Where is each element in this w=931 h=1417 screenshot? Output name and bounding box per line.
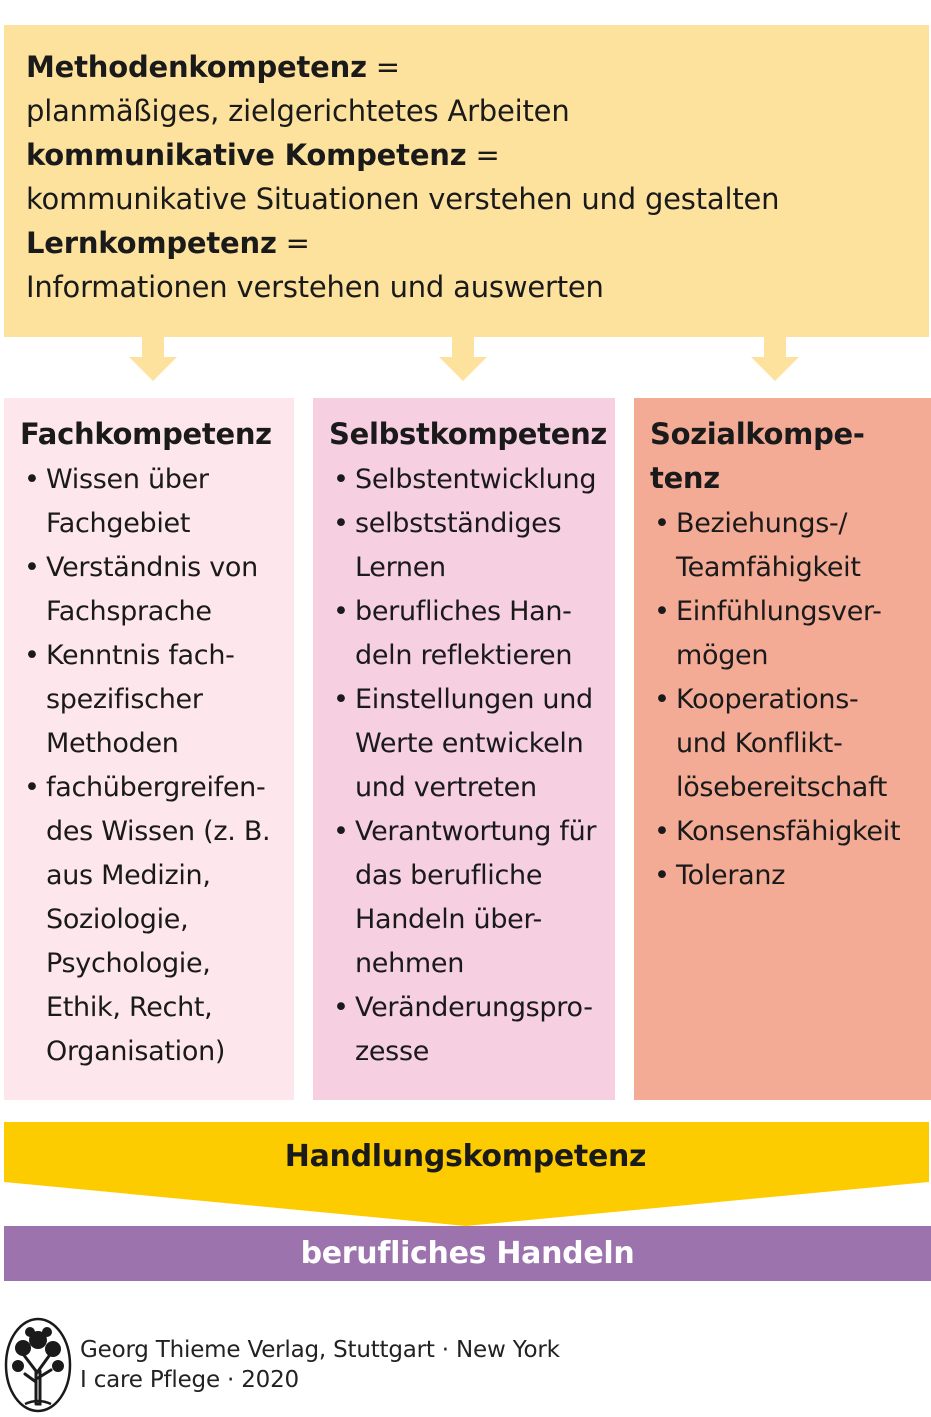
list-item: • Einstellungen und Werte entwickeln und vertreten (329, 678, 615, 810)
list-item: • Beziehungs-/ Teamfähigkeit (650, 502, 931, 590)
list-item: • Einfühlungsver- mögen (650, 590, 931, 678)
list-item: • selbstständiges Lernen (329, 502, 615, 590)
down-arrow-icon (439, 337, 487, 381)
term-lernkompetenz: Lernkompetenz (26, 226, 277, 260)
definition-text-line: planmäßiges, zielgerichtetes Arbeiten (26, 94, 570, 128)
thieme-tree-logo-icon (3, 1316, 73, 1414)
equals-sign: = (366, 50, 400, 84)
top-definitions-box (4, 25, 929, 337)
equals-sign: = (466, 138, 500, 172)
bullet-list (329, 458, 615, 1074)
list-item: • Konsensfähigkeit (650, 810, 931, 854)
list-item: • berufliches Han- deln reflektieren (329, 590, 615, 678)
publisher-credit (80, 1335, 560, 1395)
column-title: Sozialkompe- tenz (650, 417, 865, 495)
column-title: Selbstkompetenz (329, 417, 608, 451)
term-kommunikative-kompetenz: kommunikative Kompetenz (26, 138, 467, 172)
column-fachkompetenz (4, 398, 294, 1100)
list-item: • Selbstentwicklung (329, 458, 615, 502)
list-item: • Verantwortung für das berufliche Handeln über- nehmen (329, 810, 615, 986)
bullet-list (650, 502, 931, 898)
publisher-line: Georg Thieme Verlag, Stuttgart · New York (80, 1337, 560, 1363)
banner-label: Handlungskompetenz (284, 1139, 647, 1174)
equals-sign: = (276, 226, 310, 260)
list-item: • Toleranz (650, 854, 931, 898)
definition-term-line (26, 133, 929, 177)
column-title: Fachkompetenz (20, 417, 272, 451)
definition-term-line (26, 45, 929, 89)
bullet-list (20, 458, 294, 1074)
term-methodenkompetenz: Methodenkompetenz (26, 50, 367, 84)
column-selbstkompetenz (313, 398, 615, 1100)
definition-term-line (26, 221, 929, 265)
definition-text-line: kommunikative Situationen verstehen und gestalten (26, 182, 780, 216)
berufliches-handeln-bar: berufliches Handeln (4, 1226, 931, 1281)
list-item: • fachübergreifen- des Wissen (z. B. aus Medizin, Soziologie, Psychologie, Ethik, Recht, Organisation) (20, 766, 294, 1074)
list-item: • Veränderungspro- zesse (329, 986, 615, 1074)
column-sozialkompetenz (634, 398, 931, 1100)
list-item: • Verständnis von Fachsprache (20, 546, 294, 634)
definition-text-line: Informationen verstehen und auswerten (26, 270, 604, 304)
down-arrow-icon (751, 337, 799, 381)
list-item: • Wissen über Fachgebiet (20, 458, 294, 546)
list-item: • Kenntnis fach- spezifischer Methoden (20, 634, 294, 766)
down-arrow-icon (129, 337, 177, 381)
publisher-line: I care Pflege · 2020 (80, 1367, 299, 1393)
list-item: • Kooperations- und Konflikt- lösebereitschaft (650, 678, 931, 810)
